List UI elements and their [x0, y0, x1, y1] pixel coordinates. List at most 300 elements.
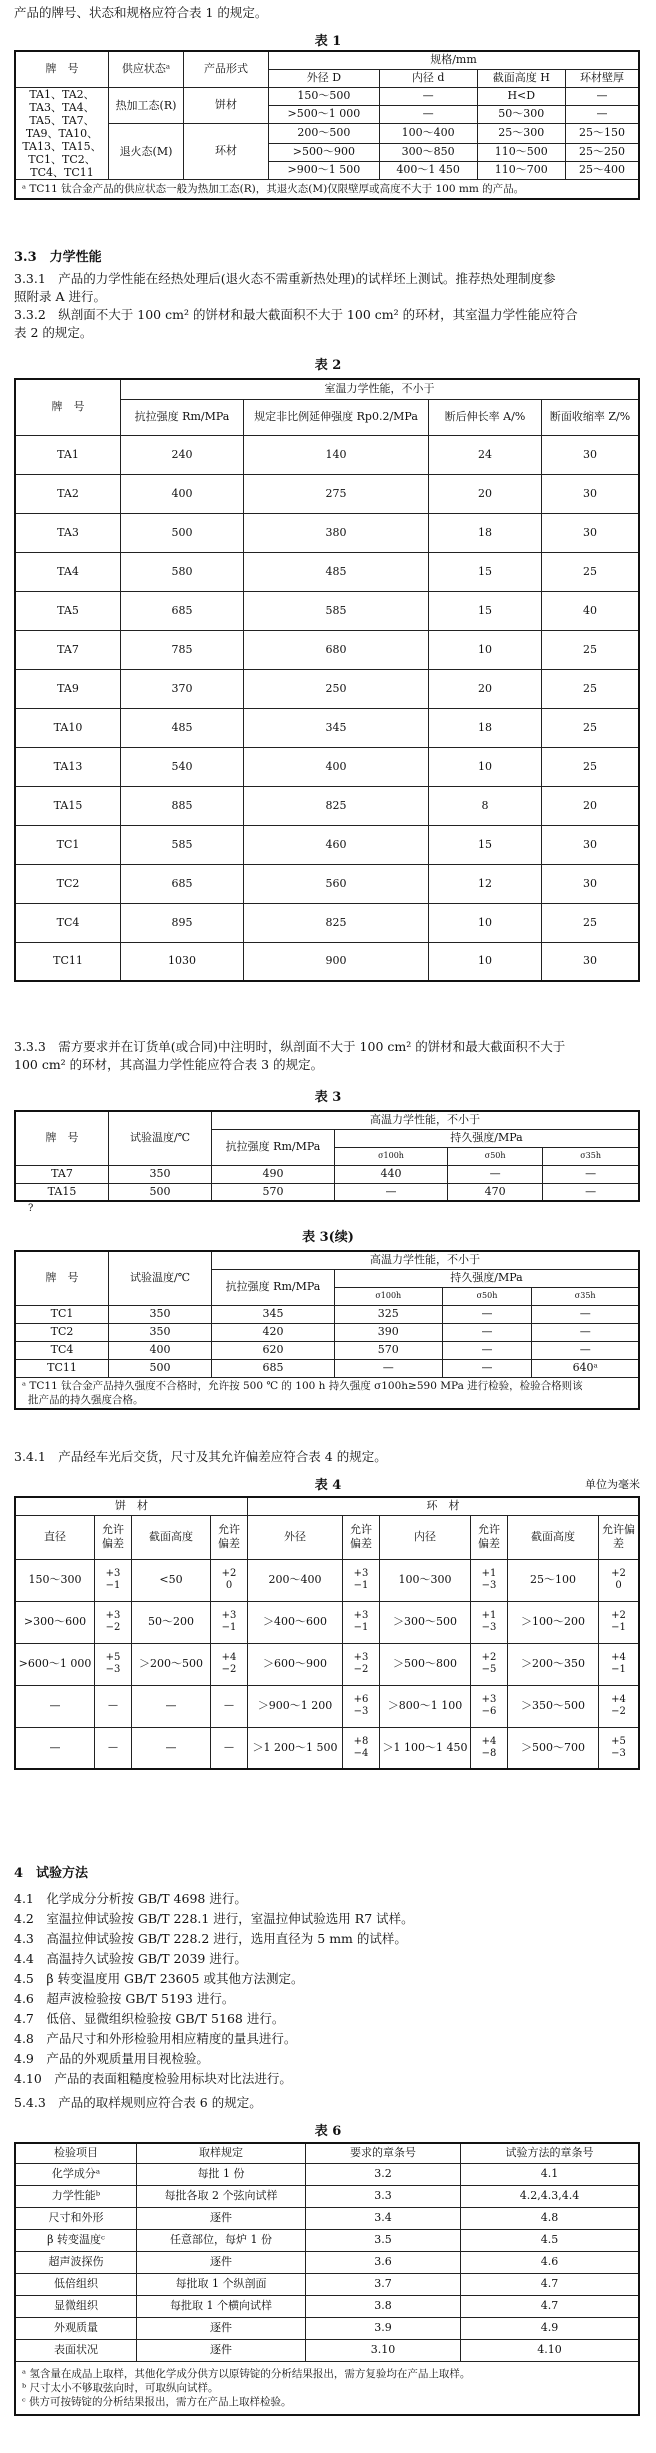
- table-row: [15, 1341, 639, 1359]
- table-row: [15, 903, 639, 942]
- t2-cell: 540: [121, 747, 244, 786]
- t1-head-od: 外径 D: [269, 69, 380, 87]
- t2-grade: TA10: [15, 708, 121, 747]
- t2-cell: 485: [121, 708, 244, 747]
- table-row: [15, 2163, 639, 2185]
- t6-note: ᶜ 供方可按铸锭的分析结果报出，需方在产品上取样检验。: [22, 2395, 292, 2408]
- table-row: [15, 1323, 639, 1341]
- t2-cell: 685: [121, 591, 244, 630]
- t2-cell: 825: [244, 903, 429, 942]
- t6-cell: 3.9: [306, 2317, 461, 2339]
- t4-tolerance: +4 −2: [211, 1643, 248, 1685]
- t1-cell: H<D: [477, 87, 566, 105]
- table1: [14, 50, 640, 200]
- t6-item: 化学成分ᵃ: [15, 2163, 137, 2185]
- t6-head-req: 要求的章条号: [306, 2143, 461, 2163]
- t3-head-temp: 试验温度/℃: [109, 1111, 212, 1165]
- table1-title: 表 1: [314, 34, 342, 49]
- table-row: [15, 2251, 639, 2273]
- t6-cell: 4.2,4.3,4.4: [461, 2185, 640, 2207]
- table4: [14, 1496, 640, 1770]
- t6-cell: 任意部位，每炉 1 份: [137, 2229, 306, 2251]
- t3-note: [15, 1377, 639, 1409]
- intro-text: 产品的牌号、状态和规格应符合表 1 的规定。: [14, 5, 268, 20]
- t4-cell: 100～300: [380, 1559, 471, 1601]
- t4-head-od: 外径: [248, 1515, 343, 1559]
- t6-cell: 逐件: [137, 2339, 306, 2361]
- t4-cell: ＞300～500: [380, 1601, 471, 1643]
- t3c-cell: 685: [212, 1359, 335, 1377]
- table-row: [15, 1601, 639, 1643]
- para-3-3-1a: 3.3.1 产品的力学性能在经热处理后(退火态不需重新热处理)的试样坯上测试。推荐热处理制度参: [14, 271, 556, 286]
- t3c-cell: —: [442, 1305, 532, 1323]
- t6-cell: 4.7: [461, 2295, 640, 2317]
- t1-cell: >500～900: [269, 143, 380, 161]
- t6-head-item: 检验项目: [15, 2143, 137, 2163]
- t3c-grade: TC1: [15, 1305, 109, 1323]
- t2-cell: 785: [121, 630, 244, 669]
- table-row: [15, 1727, 639, 1769]
- test-method-item: 4.3 高温拉伸试验按 GB/T 228.2 进行，选用直径为 5 mm 的试样。: [14, 1931, 407, 1946]
- table-row: [15, 786, 639, 825]
- t4-tolerance: +3 −2: [343, 1643, 380, 1685]
- t1-cell: 300～850: [379, 143, 477, 161]
- t2-cell: 460: [244, 825, 429, 864]
- t2-cell: 380: [244, 513, 429, 552]
- section-4: 4 试验方法: [14, 1866, 89, 1881]
- t2-cell: 8: [429, 786, 542, 825]
- t4-tolerance: +3 −1: [211, 1601, 248, 1643]
- t1-cell: 150～500: [269, 87, 380, 105]
- t3c-cell: 640ᵃ: [532, 1359, 639, 1377]
- t2-grade: TA9: [15, 669, 121, 708]
- t1-head-supply: 供应状态ᵃ: [109, 51, 184, 87]
- t2-head-c1: 抗拉强度 Rm/MPa: [121, 399, 244, 435]
- t3-cell: —: [448, 1165, 543, 1183]
- t2-cell: 240: [121, 435, 244, 474]
- t4-head-tol: 允许偏差: [95, 1515, 132, 1559]
- table2-title: 表 2: [314, 358, 342, 373]
- t2-head-grade: 牌 号: [15, 379, 121, 435]
- t4-cell: ＞200～350: [508, 1643, 599, 1685]
- table-row: [15, 630, 639, 669]
- t2-cell: 580: [121, 552, 244, 591]
- t4-cell: ＞200～500: [132, 1643, 211, 1685]
- test-method-item: 4.5 β 转变温度用 GB/T 23605 或其他方法测定。: [14, 1971, 304, 1986]
- t2-cell: 140: [244, 435, 429, 474]
- t2-cell: 30: [542, 435, 640, 474]
- t2-cell: 30: [542, 474, 640, 513]
- para-3-4-1: 3.4.1 产品经车光后交货，尺寸及其允许偏差应符合表 4 的规定。: [14, 1449, 387, 1464]
- table-row: [15, 435, 639, 474]
- test-method-item: 4.7 低倍、显微组织检验按 GB/T 5168 进行。: [14, 2011, 285, 2026]
- t6-item: 表面状况: [15, 2339, 137, 2361]
- t2-cell: 10: [429, 630, 542, 669]
- table-row: [15, 1183, 639, 1201]
- table3-title: 表 3: [314, 1090, 342, 1105]
- t2-cell: 400: [121, 474, 244, 513]
- t1-head-id: 内径 d: [379, 69, 477, 87]
- t2-cell: 885: [121, 786, 244, 825]
- t3c-grade: TC11: [15, 1359, 109, 1377]
- table3-cont: [14, 1250, 640, 1410]
- t2-cell: 250: [244, 669, 429, 708]
- t4-tolerance: +3 −6: [471, 1685, 508, 1727]
- test-method-item: 4.4 高温持久试验按 GB/T 2039 进行。: [14, 1951, 247, 1966]
- t2-cell: 20: [429, 669, 542, 708]
- t3c-cell: —: [532, 1341, 639, 1359]
- test-method-item: 4.10 产品的表面粗糙度检验用标块对比法进行。: [14, 2071, 292, 2086]
- t3c-cell: 325: [335, 1305, 443, 1323]
- t3-cell: 570: [212, 1183, 335, 1201]
- t4-cell: ＞1 100～1 450: [380, 1727, 471, 1769]
- t3-grade: TA7: [15, 1165, 109, 1183]
- t1-supply-m: 退火态(M): [109, 123, 184, 179]
- t1-head-spec: 规格/mm: [269, 51, 640, 69]
- t3-grade: TA15: [15, 1183, 109, 1201]
- table-row: [15, 2317, 639, 2339]
- t3-head-s100: σ100h: [335, 1147, 448, 1165]
- t4-cell: 150～300: [15, 1559, 95, 1601]
- table-row: [15, 1305, 639, 1323]
- t6-cell: 4.8: [461, 2207, 640, 2229]
- t1-cell: 110～500: [477, 143, 566, 161]
- t6-cell: 3.8: [306, 2295, 461, 2317]
- t4-cell: ＞1 200～1 500: [248, 1727, 343, 1769]
- t2-cell: 585: [244, 591, 429, 630]
- t2-cell: 12: [429, 864, 542, 903]
- table-row: [15, 864, 639, 903]
- t4-tolerance: +4 −8: [471, 1727, 508, 1769]
- t6-notes: [15, 2361, 639, 2415]
- t4-cell: ＞100～200: [508, 1601, 599, 1643]
- t6-head-method: 试验方法的章条号: [461, 2143, 640, 2163]
- t2-cell: 30: [542, 513, 640, 552]
- table-row: [15, 1685, 639, 1727]
- t6-cell: 逐件: [137, 2317, 306, 2339]
- t3-cell: 440: [335, 1165, 448, 1183]
- table-row: [15, 708, 639, 747]
- t6-head-rule: 取样规定: [137, 2143, 306, 2163]
- t6-cell: 3.6: [306, 2251, 461, 2273]
- test-method-item: 4.9 产品的外观质量用目视检验。: [14, 2051, 209, 2066]
- table-row: [15, 2273, 639, 2295]
- table-row: [15, 1559, 639, 1601]
- t1-supply-r: 热加工态(R): [109, 87, 184, 123]
- t4-tolerance: +3 −2: [95, 1601, 132, 1643]
- t6-item: 外观质量: [15, 2317, 137, 2339]
- t2-cell: 685: [121, 864, 244, 903]
- t1-cell: 100～400: [379, 123, 477, 143]
- t2-cell: 15: [429, 591, 542, 630]
- t3c-grade: TC2: [15, 1323, 109, 1341]
- t1-cell: >900～1 500: [269, 161, 380, 179]
- para-3-3-3b: 100 cm² 的环材，其高温力学性能应符合表 3 的规定。: [14, 1057, 324, 1072]
- t2-head-c2: 规定非比例延伸强度 Rp0.2/MPa: [244, 399, 429, 435]
- t1-note: ᵃ TC11 钛合金产品的供应状态一般为热加工态(R)，其退火态(M)仅限壁厚或高度不大于 100 mm 的产品。: [15, 179, 639, 199]
- t3-cell: 470: [448, 1183, 543, 1201]
- t3-cell: 500: [109, 1183, 212, 1201]
- t1-form-ring: 环材: [184, 123, 269, 179]
- t1-cell: 200～500: [269, 123, 380, 143]
- table-row: [15, 2185, 639, 2207]
- t2-cell: 20: [429, 474, 542, 513]
- t2-grade: TA3: [15, 513, 121, 552]
- t6-cell: 4.10: [461, 2339, 640, 2361]
- stray-mark: ?: [28, 1203, 34, 1214]
- t4-tolerance: +5 −3: [95, 1643, 132, 1685]
- t1-head-wall: 环材壁厚: [566, 69, 639, 87]
- table4-unit: 单位为毫米: [585, 1478, 640, 1491]
- t6-cell: 4.7: [461, 2273, 640, 2295]
- test-method-item: 4.2 室温拉伸试验按 GB/T 228.1 进行，室温拉伸试验选用 R7 试样。: [14, 1911, 414, 1926]
- para-5-4-3: 5.4.3 产品的取样规则应符合表 6 的规定。: [14, 2095, 262, 2110]
- t4-head-ring: 环 材: [248, 1497, 640, 1515]
- t2-grade: TA15: [15, 786, 121, 825]
- t4-head-tol: 允许偏差: [343, 1515, 380, 1559]
- t4-head-tol: 允许偏差: [471, 1515, 508, 1559]
- t6-cell: 4.6: [461, 2251, 640, 2273]
- t3-cell: —: [543, 1165, 639, 1183]
- t2-cell: 25: [542, 747, 640, 786]
- t3-note-a: ᵃ TC11 钛合金产品持久强度不合格时，允许按 500 ℃ 的 100 h 持久强度 σ100h≥590 MPa 进行检验，检验合格则该: [22, 1379, 583, 1392]
- t1-cell: 25～300: [477, 123, 566, 143]
- t4-tolerance: +2 0: [211, 1559, 248, 1601]
- t3-head-grade: 牌 号: [15, 1111, 109, 1165]
- t4-tolerance: +2 −5: [471, 1643, 508, 1685]
- para-3-3-1b: 照附录 A 进行。: [14, 289, 106, 304]
- table-row: [15, 2339, 639, 2361]
- section-4-list: [0, 1890, 656, 2090]
- t3c-head-s50: σ50h: [442, 1287, 532, 1305]
- t2-cell: 24: [429, 435, 542, 474]
- t3-head-endur: 持久强度/MPa: [335, 1129, 640, 1147]
- t3c-cell: —: [335, 1359, 443, 1377]
- t6-cell: 每批取 1 个纵剖面: [137, 2273, 306, 2295]
- t4-tolerance: +4 −1: [599, 1643, 640, 1685]
- t2-cell: 500: [121, 513, 244, 552]
- t2-cell: 10: [429, 942, 542, 981]
- t3c-cell: 350: [109, 1305, 212, 1323]
- t3c-head-s100: σ100h: [335, 1287, 443, 1305]
- t3-cell: —: [543, 1183, 639, 1201]
- t1-grades: TA1、TA2、TA3、TA4、TA5、TA7、TA9、TA10、TA13、TA15、TC1、TC2、TC4、TC11: [15, 87, 109, 179]
- table-row: [15, 825, 639, 864]
- t6-item: β 转变温度ᶜ: [15, 2229, 137, 2251]
- test-method-item: 4.8 产品尺寸和外形检验用相应精度的量具进行。: [14, 2031, 297, 2046]
- t4-cell: <50: [132, 1559, 211, 1601]
- t3c-cell: —: [442, 1323, 532, 1341]
- t2-grade: TA7: [15, 630, 121, 669]
- t2-head-c3: 断后伸长率 A/%: [429, 399, 542, 435]
- table4-title: 表 4: [314, 1478, 342, 1493]
- t2-cell: 585: [121, 825, 244, 864]
- t4-tolerance: —: [211, 1685, 248, 1727]
- t4-tolerance: +4 −2: [599, 1685, 640, 1727]
- t4-cell: —: [132, 1727, 211, 1769]
- para-3-3-2b: 表 2 的规定。: [14, 325, 93, 340]
- table3: [14, 1110, 640, 1202]
- t2-grade: TC2: [15, 864, 121, 903]
- t4-tolerance: +3 −1: [343, 1601, 380, 1643]
- table-row: [15, 2295, 639, 2317]
- t3c-cell: 570: [335, 1341, 443, 1359]
- t2-grade: TC1: [15, 825, 121, 864]
- t6-cell: 4.5: [461, 2229, 640, 2251]
- t6-cell: 3.5: [306, 2229, 461, 2251]
- t4-tolerance: +2 0: [599, 1559, 640, 1601]
- t3c-cell: —: [442, 1359, 532, 1377]
- t3c-head-rm: 抗拉强度 Rm/MPa: [212, 1269, 335, 1305]
- t3-head-rm: 抗拉强度 Rm/MPa: [212, 1129, 335, 1165]
- t3c-head-grade: 牌 号: [15, 1251, 109, 1305]
- t2-cell: 560: [244, 864, 429, 903]
- t2-grade: TA4: [15, 552, 121, 591]
- table3-cont-title: 表 3(续): [302, 1230, 354, 1245]
- t4-cell: ＞600～900: [248, 1643, 343, 1685]
- t2-head-group: 室温力学性能，不小于: [121, 379, 640, 399]
- para-3-3-3a: 3.3.3 需方要求并在订货单(或合同)中注明时，纵剖面不大于 100 cm² 的饼材和最大截面积不大于: [14, 1039, 566, 1054]
- t6-item: 低倍组织: [15, 2273, 137, 2295]
- t1-head-form: 产品形式: [184, 51, 269, 87]
- t6-item: 尺寸和外形: [15, 2207, 137, 2229]
- t4-cell: —: [15, 1727, 95, 1769]
- t4-tolerance: +6 −3: [343, 1685, 380, 1727]
- t4-tolerance: +3 −1: [95, 1559, 132, 1601]
- table-row: [15, 942, 639, 981]
- t6-cell: 逐件: [137, 2207, 306, 2229]
- t2-cell: 1030: [121, 942, 244, 981]
- t3c-head-s35: σ35h: [532, 1287, 639, 1305]
- t4-cell: 25～100: [508, 1559, 599, 1601]
- t2-cell: 25: [542, 669, 640, 708]
- t1-cell: —: [379, 87, 477, 105]
- t4-cell: >600～1 000: [15, 1643, 95, 1685]
- t4-tolerance: —: [95, 1685, 132, 1727]
- t6-item: 显微组织: [15, 2295, 137, 2317]
- t2-cell: 40: [542, 591, 640, 630]
- t3-head-s50: σ50h: [448, 1147, 543, 1165]
- test-method-item: 4.1 化学成分分析按 GB/T 4698 进行。: [14, 1891, 247, 1906]
- t2-cell: 18: [429, 513, 542, 552]
- t2-head-c4: 断面收缩率 Z/%: [542, 399, 640, 435]
- t4-cell: ＞500～700: [508, 1727, 599, 1769]
- t4-tolerance: —: [95, 1727, 132, 1769]
- t2-cell: 485: [244, 552, 429, 591]
- t2-cell: 10: [429, 903, 542, 942]
- t2-cell: 895: [121, 903, 244, 942]
- table-row: [15, 1359, 639, 1377]
- t2-cell: 18: [429, 708, 542, 747]
- table-row: [15, 1643, 639, 1685]
- t4-head-sh: 截面高度: [508, 1515, 599, 1559]
- table-row: [15, 1165, 639, 1183]
- t2-cell: 30: [542, 825, 640, 864]
- section-3-3: 3.3 力学性能: [14, 250, 102, 265]
- t2-cell: 30: [542, 864, 640, 903]
- table-row: [15, 591, 639, 630]
- t1-cell: —: [566, 87, 639, 105]
- t3c-cell: 420: [212, 1323, 335, 1341]
- t4-tolerance: +1 −3: [471, 1559, 508, 1601]
- t3c-head-temp: 试验温度/℃: [109, 1251, 212, 1305]
- t4-cell: —: [15, 1685, 95, 1727]
- t4-cell: ＞400～600: [248, 1601, 343, 1643]
- t3c-cell: 400: [109, 1341, 212, 1359]
- t4-tolerance: +5 −3: [599, 1727, 640, 1769]
- t2-grade: TA5: [15, 591, 121, 630]
- t6-cell: 每批 1 份: [137, 2163, 306, 2185]
- t2-cell: 25: [542, 630, 640, 669]
- t1-cell: 50～300: [477, 105, 566, 123]
- t2-grade: TC11: [15, 942, 121, 981]
- t1-cell: 110～700: [477, 161, 566, 179]
- t3-note-b: 批产品的持久强度合格。: [28, 1393, 144, 1406]
- t3c-head-group: 高温力学性能，不小于: [212, 1251, 640, 1269]
- t6-cell: 4.9: [461, 2317, 640, 2339]
- t4-cell: 200～400: [248, 1559, 343, 1601]
- t2-cell: 10: [429, 747, 542, 786]
- t2-cell: 25: [542, 552, 640, 591]
- t6-cell: 3.7: [306, 2273, 461, 2295]
- t2-cell: 275: [244, 474, 429, 513]
- t6-cell: 4.1: [461, 2163, 640, 2185]
- t4-cell: ＞350～500: [508, 1685, 599, 1727]
- t3c-cell: 345: [212, 1305, 335, 1323]
- t4-head-id: 内径: [380, 1515, 471, 1559]
- t6-cell: 3.2: [306, 2163, 461, 2185]
- t3c-cell: 500: [109, 1359, 212, 1377]
- t2-cell: 25: [542, 903, 640, 942]
- t3-cell: 350: [109, 1165, 212, 1183]
- t1-cell: —: [379, 105, 477, 123]
- t6-cell: 3.3: [306, 2185, 461, 2207]
- t4-cell: ＞800～1 100: [380, 1685, 471, 1727]
- test-method-item: 4.6 超声波检验按 GB/T 5193 进行。: [14, 1991, 235, 2006]
- t6-note: ᵇ 尺寸太小不够取弦向时，可取纵向试样。: [22, 2381, 219, 2394]
- t4-head-sh: 截面高度: [132, 1515, 211, 1559]
- table-row: [15, 513, 639, 552]
- t1-cell: 25～250: [566, 143, 639, 161]
- t2-cell: 15: [429, 825, 542, 864]
- table-row: [15, 669, 639, 708]
- t3c-cell: 390: [335, 1323, 443, 1341]
- t2-cell: 20: [542, 786, 640, 825]
- t1-head-h: 截面高度 H: [477, 69, 566, 87]
- t2-cell: 30: [542, 942, 640, 981]
- t6-cell: 3.10: [306, 2339, 461, 2361]
- t4-cell: ＞500～800: [380, 1643, 471, 1685]
- t2-cell: 15: [429, 552, 542, 591]
- t1-cell: >500～1 000: [269, 105, 380, 123]
- table-row: [15, 474, 639, 513]
- t2-cell: 370: [121, 669, 244, 708]
- t6-cell: 逐件: [137, 2251, 306, 2273]
- t3c-cell: —: [442, 1341, 532, 1359]
- t1-cell: 25～400: [566, 161, 639, 179]
- t6-item: 超声波探伤: [15, 2251, 137, 2273]
- t6-cell: 3.4: [306, 2207, 461, 2229]
- t3c-head-endur: 持久强度/MPa: [335, 1269, 640, 1287]
- t2-cell: 680: [244, 630, 429, 669]
- t4-tolerance: +1 −3: [471, 1601, 508, 1643]
- t3c-cell: —: [532, 1305, 639, 1323]
- t4-tolerance: —: [211, 1727, 248, 1769]
- t6-cell: 每批各取 2 个弦向试样: [137, 2185, 306, 2207]
- t4-cell: —: [132, 1685, 211, 1727]
- table2: [14, 378, 640, 982]
- t4-cell: 50～200: [132, 1601, 211, 1643]
